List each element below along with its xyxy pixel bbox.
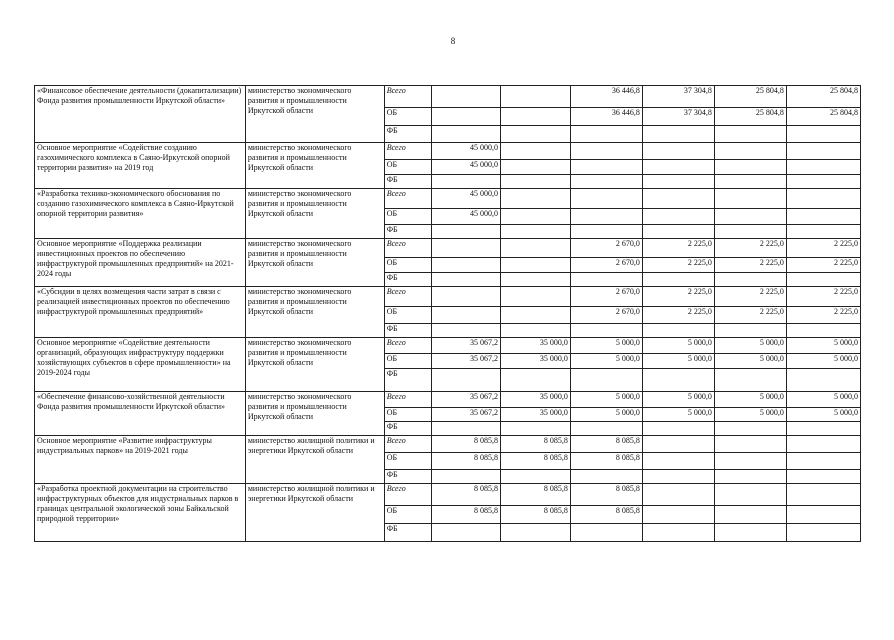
amount-cell — [642, 422, 714, 436]
amount-cell — [714, 324, 786, 338]
activity-name-cell: Основное мероприятие «Содействие деятельности организаций, образующих инфраструктуру поддержки хозяйствующих субъектов в сфере промышленности» на 2019-2024 годы — [35, 338, 246, 392]
amount-cell — [432, 307, 501, 324]
amount-cell: 35 067,2 — [432, 354, 501, 369]
amount-cell — [432, 175, 501, 189]
amount-cell: 2 670,0 — [570, 239, 642, 258]
amount-cell — [642, 175, 714, 189]
funding-source-cell: Всего — [384, 484, 431, 506]
amount-cell: 2 225,0 — [714, 307, 786, 324]
amount-cell — [500, 175, 570, 189]
amount-cell — [570, 143, 642, 160]
amount-cell: 8 085,8 — [432, 484, 501, 506]
amount-cell: 5 000,0 — [642, 338, 714, 354]
amount-cell — [714, 273, 786, 287]
amount-cell — [500, 239, 570, 258]
amount-cell — [642, 470, 714, 484]
amount-cell: 8 085,8 — [570, 506, 642, 524]
amount-cell: 45 000,0 — [432, 160, 501, 175]
amount-cell: 5 000,0 — [570, 408, 642, 422]
funding-source-cell: Всего — [384, 392, 431, 408]
amount-cell: 35 000,0 — [500, 408, 570, 422]
amount-cell: 35 067,2 — [432, 408, 501, 422]
table-row — [35, 86, 861, 108]
amount-cell: 35 000,0 — [500, 354, 570, 369]
amount-cell — [714, 470, 786, 484]
table-row — [35, 287, 861, 307]
amount-cell: 8 085,8 — [570, 436, 642, 453]
amount-cell — [642, 126, 714, 143]
amount-cell — [786, 484, 860, 506]
amount-cell: 8 085,8 — [432, 453, 501, 470]
amount-cell: 5 000,0 — [714, 338, 786, 354]
table-row — [35, 189, 861, 209]
funding-source-cell: ФБ — [384, 175, 431, 189]
amount-cell — [786, 160, 860, 175]
amount-cell — [432, 324, 501, 338]
amount-cell: 25 804,8 — [714, 108, 786, 126]
amount-cell — [570, 189, 642, 209]
amount-cell — [642, 506, 714, 524]
activity-name-cell: «Обеспечение финансово-хозяйственной деятельности Фонда развития промышленности Иркутской области» — [35, 392, 246, 436]
amount-cell: 25 804,8 — [786, 108, 860, 126]
funding-source-cell: ОБ — [384, 160, 431, 175]
amount-cell — [432, 524, 501, 542]
amount-cell — [500, 86, 570, 108]
amount-cell — [786, 324, 860, 338]
table-row — [35, 338, 861, 354]
executor-cell: министерство экономического развития и промышленности Иркутской области — [245, 239, 384, 287]
amount-cell — [432, 287, 501, 307]
amount-cell — [432, 369, 501, 392]
activity-name-cell: Основное мероприятие «Поддержка реализации инвестиционных проектов по обеспечению инфраструктурой промышленных предприятий» на 2021-2024 годы — [35, 239, 246, 287]
amount-cell — [570, 324, 642, 338]
amount-cell: 2 225,0 — [714, 239, 786, 258]
amount-cell: 8 085,8 — [500, 453, 570, 470]
funding-source-cell: Всего — [384, 287, 431, 307]
funding-source-cell: ФБ — [384, 369, 431, 392]
amount-cell — [642, 484, 714, 506]
funding-source-cell: ФБ — [384, 524, 431, 542]
amount-cell — [786, 143, 860, 160]
amount-cell: 37 304,8 — [642, 86, 714, 108]
table-row — [35, 484, 861, 506]
amount-cell: 5 000,0 — [642, 408, 714, 422]
activity-name-cell: «Разработка проектной документации на строительство инфраструктурных объектов для индустриальных парков в границах центральной экологической зоны Байкальской природной территории» — [35, 484, 246, 542]
funding-source-cell: ОБ — [384, 108, 431, 126]
amount-cell — [432, 258, 501, 273]
amount-cell — [786, 422, 860, 436]
table-body — [35, 86, 861, 542]
amount-cell — [500, 287, 570, 307]
amount-cell — [714, 189, 786, 209]
executor-cell: министерство экономического развития и промышленности Иркутской области — [245, 392, 384, 436]
amount-cell — [642, 324, 714, 338]
amount-cell — [786, 126, 860, 143]
amount-cell: 37 304,8 — [642, 108, 714, 126]
funding-source-cell: ОБ — [384, 258, 431, 273]
amount-cell: 8 085,8 — [500, 506, 570, 524]
amount-cell — [500, 369, 570, 392]
activity-name-cell: «Субсидии в целях возмещения части затрат в связи с реализацией инвестиционных проектов по обеспечению инфраструктурой промышленных предприятий» — [35, 287, 246, 338]
amount-cell — [786, 436, 860, 453]
executor-cell: министерство экономического развития и промышленности Иркутской области — [245, 338, 384, 392]
amount-cell — [642, 524, 714, 542]
budget-table — [34, 85, 861, 542]
amount-cell: 45 000,0 — [432, 189, 501, 209]
amount-cell: 35 067,2 — [432, 338, 501, 354]
amount-cell — [786, 524, 860, 542]
funding-source-cell: ФБ — [384, 470, 431, 484]
amount-cell: 45 000,0 — [432, 209, 501, 225]
amount-cell: 5 000,0 — [642, 392, 714, 408]
amount-cell — [570, 209, 642, 225]
amount-cell: 5 000,0 — [714, 392, 786, 408]
amount-cell: 25 804,8 — [786, 86, 860, 108]
executor-cell: министерство жилищной политики и энергетики Иркутской области — [245, 484, 384, 542]
amount-cell — [786, 506, 860, 524]
amount-cell — [714, 524, 786, 542]
amount-cell — [500, 273, 570, 287]
amount-cell — [500, 470, 570, 484]
amount-cell: 2 670,0 — [570, 307, 642, 324]
amount-cell — [570, 422, 642, 436]
amount-cell — [432, 108, 501, 126]
amount-cell — [786, 470, 860, 484]
amount-cell: 2 225,0 — [786, 258, 860, 273]
amount-cell — [642, 273, 714, 287]
amount-cell: 36 446,8 — [570, 86, 642, 108]
amount-cell — [786, 453, 860, 470]
amount-cell — [714, 160, 786, 175]
amount-cell — [500, 108, 570, 126]
table-row — [35, 143, 861, 160]
funding-source-cell: Всего — [384, 338, 431, 354]
amount-cell — [714, 484, 786, 506]
amount-cell: 45 000,0 — [432, 143, 501, 160]
amount-cell: 5 000,0 — [570, 392, 642, 408]
amount-cell: 36 446,8 — [570, 108, 642, 126]
amount-cell: 2 670,0 — [570, 258, 642, 273]
amount-cell: 2 225,0 — [786, 307, 860, 324]
amount-cell — [432, 86, 501, 108]
amount-cell: 5 000,0 — [642, 354, 714, 369]
amount-cell — [500, 307, 570, 324]
funding-source-cell: Всего — [384, 436, 431, 453]
table-row — [35, 392, 861, 408]
amount-cell — [786, 273, 860, 287]
amount-cell — [642, 225, 714, 239]
amount-cell — [500, 143, 570, 160]
amount-cell — [570, 470, 642, 484]
amount-cell — [714, 143, 786, 160]
amount-cell — [642, 189, 714, 209]
amount-cell: 8 085,8 — [432, 436, 501, 453]
funding-source-cell: ОБ — [384, 354, 431, 369]
amount-cell — [500, 258, 570, 273]
funding-source-cell: Всего — [384, 86, 431, 108]
amount-cell — [570, 160, 642, 175]
amount-cell: 2 225,0 — [642, 307, 714, 324]
amount-cell — [714, 209, 786, 225]
amount-cell — [714, 126, 786, 143]
amount-cell — [432, 470, 501, 484]
funding-source-cell: ОБ — [384, 506, 431, 524]
executor-cell: министерство жилищной политики и энергетики Иркутской области — [245, 436, 384, 484]
amount-cell: 2 225,0 — [642, 239, 714, 258]
amount-cell — [642, 453, 714, 470]
amount-cell — [714, 175, 786, 189]
amount-cell: 5 000,0 — [786, 408, 860, 422]
amount-cell: 8 085,8 — [570, 453, 642, 470]
amount-cell: 25 804,8 — [714, 86, 786, 108]
amount-cell — [570, 273, 642, 287]
amount-cell — [432, 126, 501, 143]
amount-cell — [642, 369, 714, 392]
amount-cell: 5 000,0 — [570, 354, 642, 369]
amount-cell: 8 085,8 — [432, 506, 501, 524]
amount-cell — [786, 209, 860, 225]
amount-cell: 8 085,8 — [500, 484, 570, 506]
amount-cell — [570, 126, 642, 143]
amount-cell: 2 225,0 — [642, 287, 714, 307]
amount-cell — [500, 324, 570, 338]
amount-cell — [432, 225, 501, 239]
amount-cell — [642, 436, 714, 453]
amount-cell — [714, 436, 786, 453]
table-row — [35, 239, 861, 258]
funding-source-cell: ОБ — [384, 209, 431, 225]
funding-source-cell: Всего — [384, 189, 431, 209]
amount-cell: 2 225,0 — [714, 287, 786, 307]
activity-name-cell: «Разработка технико-экономического обоснования по созданию газохимического комплекса в Саяно-Иркутской опорной территории развития» — [35, 189, 246, 239]
funding-source-cell: ФБ — [384, 324, 431, 338]
amount-cell — [786, 175, 860, 189]
amount-cell — [500, 126, 570, 143]
amount-cell — [570, 175, 642, 189]
amount-cell — [786, 369, 860, 392]
funding-source-cell: ФБ — [384, 126, 431, 143]
amount-cell: 8 085,8 — [570, 484, 642, 506]
funding-source-cell: Всего — [384, 143, 431, 160]
amount-cell — [786, 225, 860, 239]
amount-cell: 8 085,8 — [500, 436, 570, 453]
amount-cell: 2 225,0 — [642, 258, 714, 273]
table-row — [35, 436, 861, 453]
executor-cell: министерство экономического развития и промышленности Иркутской области — [245, 86, 384, 143]
amount-cell — [570, 524, 642, 542]
amount-cell: 5 000,0 — [570, 338, 642, 354]
amount-cell — [432, 422, 501, 436]
amount-cell — [714, 225, 786, 239]
amount-cell: 5 000,0 — [714, 408, 786, 422]
amount-cell — [500, 160, 570, 175]
funding-source-cell: Всего — [384, 239, 431, 258]
amount-cell — [570, 369, 642, 392]
funding-source-cell: ОБ — [384, 453, 431, 470]
page-number: 8 — [450, 36, 456, 46]
amount-cell — [570, 225, 642, 239]
funding-source-cell: ОБ — [384, 307, 431, 324]
amount-cell — [714, 506, 786, 524]
amount-cell — [642, 209, 714, 225]
funding-source-cell: ФБ — [384, 422, 431, 436]
amount-cell: 35 000,0 — [500, 392, 570, 408]
amount-cell: 2 225,0 — [786, 287, 860, 307]
amount-cell — [642, 160, 714, 175]
amount-cell: 2 670,0 — [570, 287, 642, 307]
activity-name-cell: Основное мероприятие «Развитие инфраструктуры индустриальных парков» на 2019-2021 годы — [35, 436, 246, 484]
amount-cell — [432, 239, 501, 258]
amount-cell: 2 225,0 — [786, 239, 860, 258]
executor-cell: министерство экономического развития и промышленности Иркутской области — [245, 189, 384, 239]
funding-source-cell: ФБ — [384, 273, 431, 287]
amount-cell: 5 000,0 — [714, 354, 786, 369]
amount-cell: 5 000,0 — [786, 392, 860, 408]
executor-cell: министерство экономического развития и промышленности Иркутской области — [245, 287, 384, 338]
executor-cell: министерство экономического развития и промышленности Иркутской области — [245, 143, 384, 189]
amount-cell: 5 000,0 — [786, 338, 860, 354]
amount-cell: 35 067,2 — [432, 392, 501, 408]
amount-cell: 5 000,0 — [786, 354, 860, 369]
amount-cell — [500, 524, 570, 542]
amount-cell: 2 225,0 — [714, 258, 786, 273]
amount-cell — [500, 225, 570, 239]
activity-name-cell: «Финансовое обеспечение деятельности (докапитализации) Фонда развития промышленности Иркутской области» — [35, 86, 246, 143]
activity-name-cell: Основное мероприятие «Содействие созданию газохимического комплекса в Саяно-Иркутской опорной территории развития» на 2019 год — [35, 143, 246, 189]
funding-source-cell: ОБ — [384, 408, 431, 422]
amount-cell — [432, 273, 501, 287]
amount-cell — [500, 189, 570, 209]
amount-cell — [500, 422, 570, 436]
amount-cell: 35 000,0 — [500, 338, 570, 354]
amount-cell — [786, 189, 860, 209]
amount-cell — [714, 369, 786, 392]
amount-cell — [714, 422, 786, 436]
amount-cell — [500, 209, 570, 225]
amount-cell — [642, 143, 714, 160]
funding-source-cell: ФБ — [384, 225, 431, 239]
amount-cell — [714, 453, 786, 470]
